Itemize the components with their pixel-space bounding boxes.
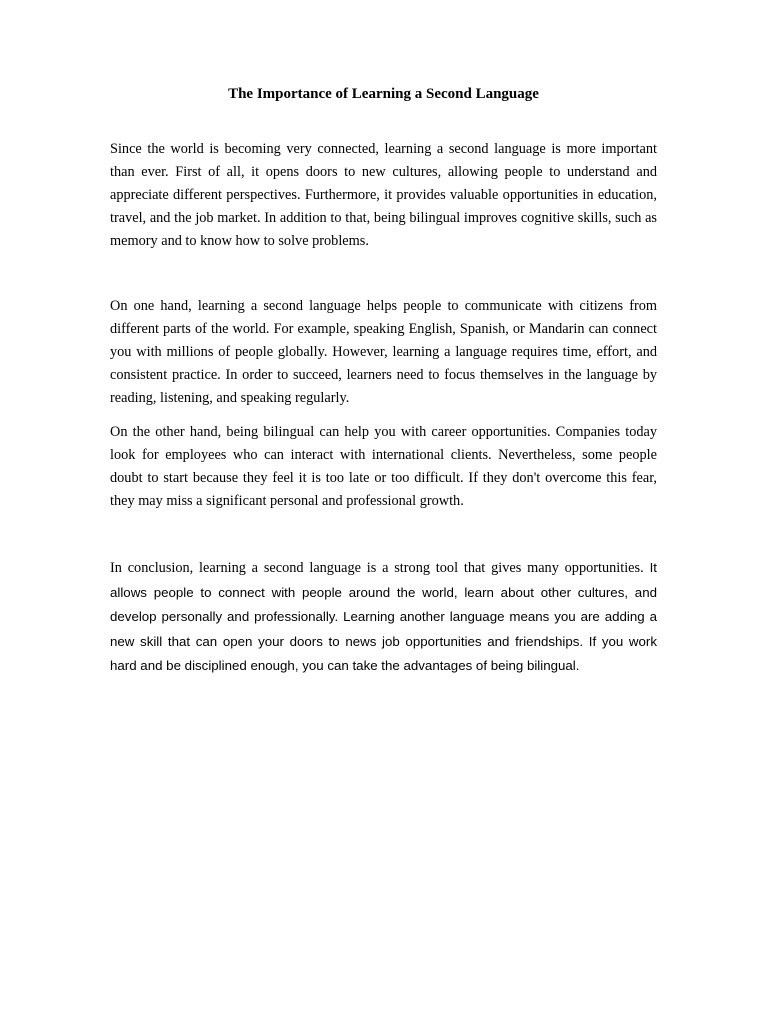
- document-title: The Importance of Learning a Second Language: [228, 86, 539, 102]
- conclusion-serif-text: In conclusion, learning a second language is a strong tool that gives many opportunities.: [110, 560, 644, 576]
- conclusion-sans-text: It allows people to connect with people around the world, learn about other cultures, and develop personally and professionally. Learning another language means you are adding a new skill that can open your doors to news job opportunities and friendships. If you work hard and be disciplined enough, you can take the advantages of being bilingual.: [110, 560, 657, 673]
- paragraph-body-one: On one hand, learning a second language helps people to communicate with citizens from different parts of the world. For example, speaking English, Spanish, or Mandarin can connect you with millions of people globally. However, learning a language requires time, effort, and consistent practice. In order to succeed, learners need to focus themselves in the language by reading, listening, and speaking regularly.: [110, 298, 657, 406]
- paragraph-introduction: Since the world is becoming very connected, learning a second language is more important than ever. First of all, it opens doors to new cultures, allowing people to understand and appreciate different perspectives. Furthermore, it provides valuable opportunities in education, travel, and the job market. In addition to that, being bilingual improves cognitive skills, such as memory and to know how to solve problems.: [110, 141, 657, 249]
- paragraph-body-two: On the other hand, being bilingual can help you with career opportunities. Companies today look for employees who can interact with international clients. Nevertheless, some people doubt to start because they feel it is too late or too difficult. If they don't overcome this fear, they may miss a significant personal and professional growth.: [110, 424, 657, 509]
- paragraph-conclusion: [110, 556, 657, 679]
